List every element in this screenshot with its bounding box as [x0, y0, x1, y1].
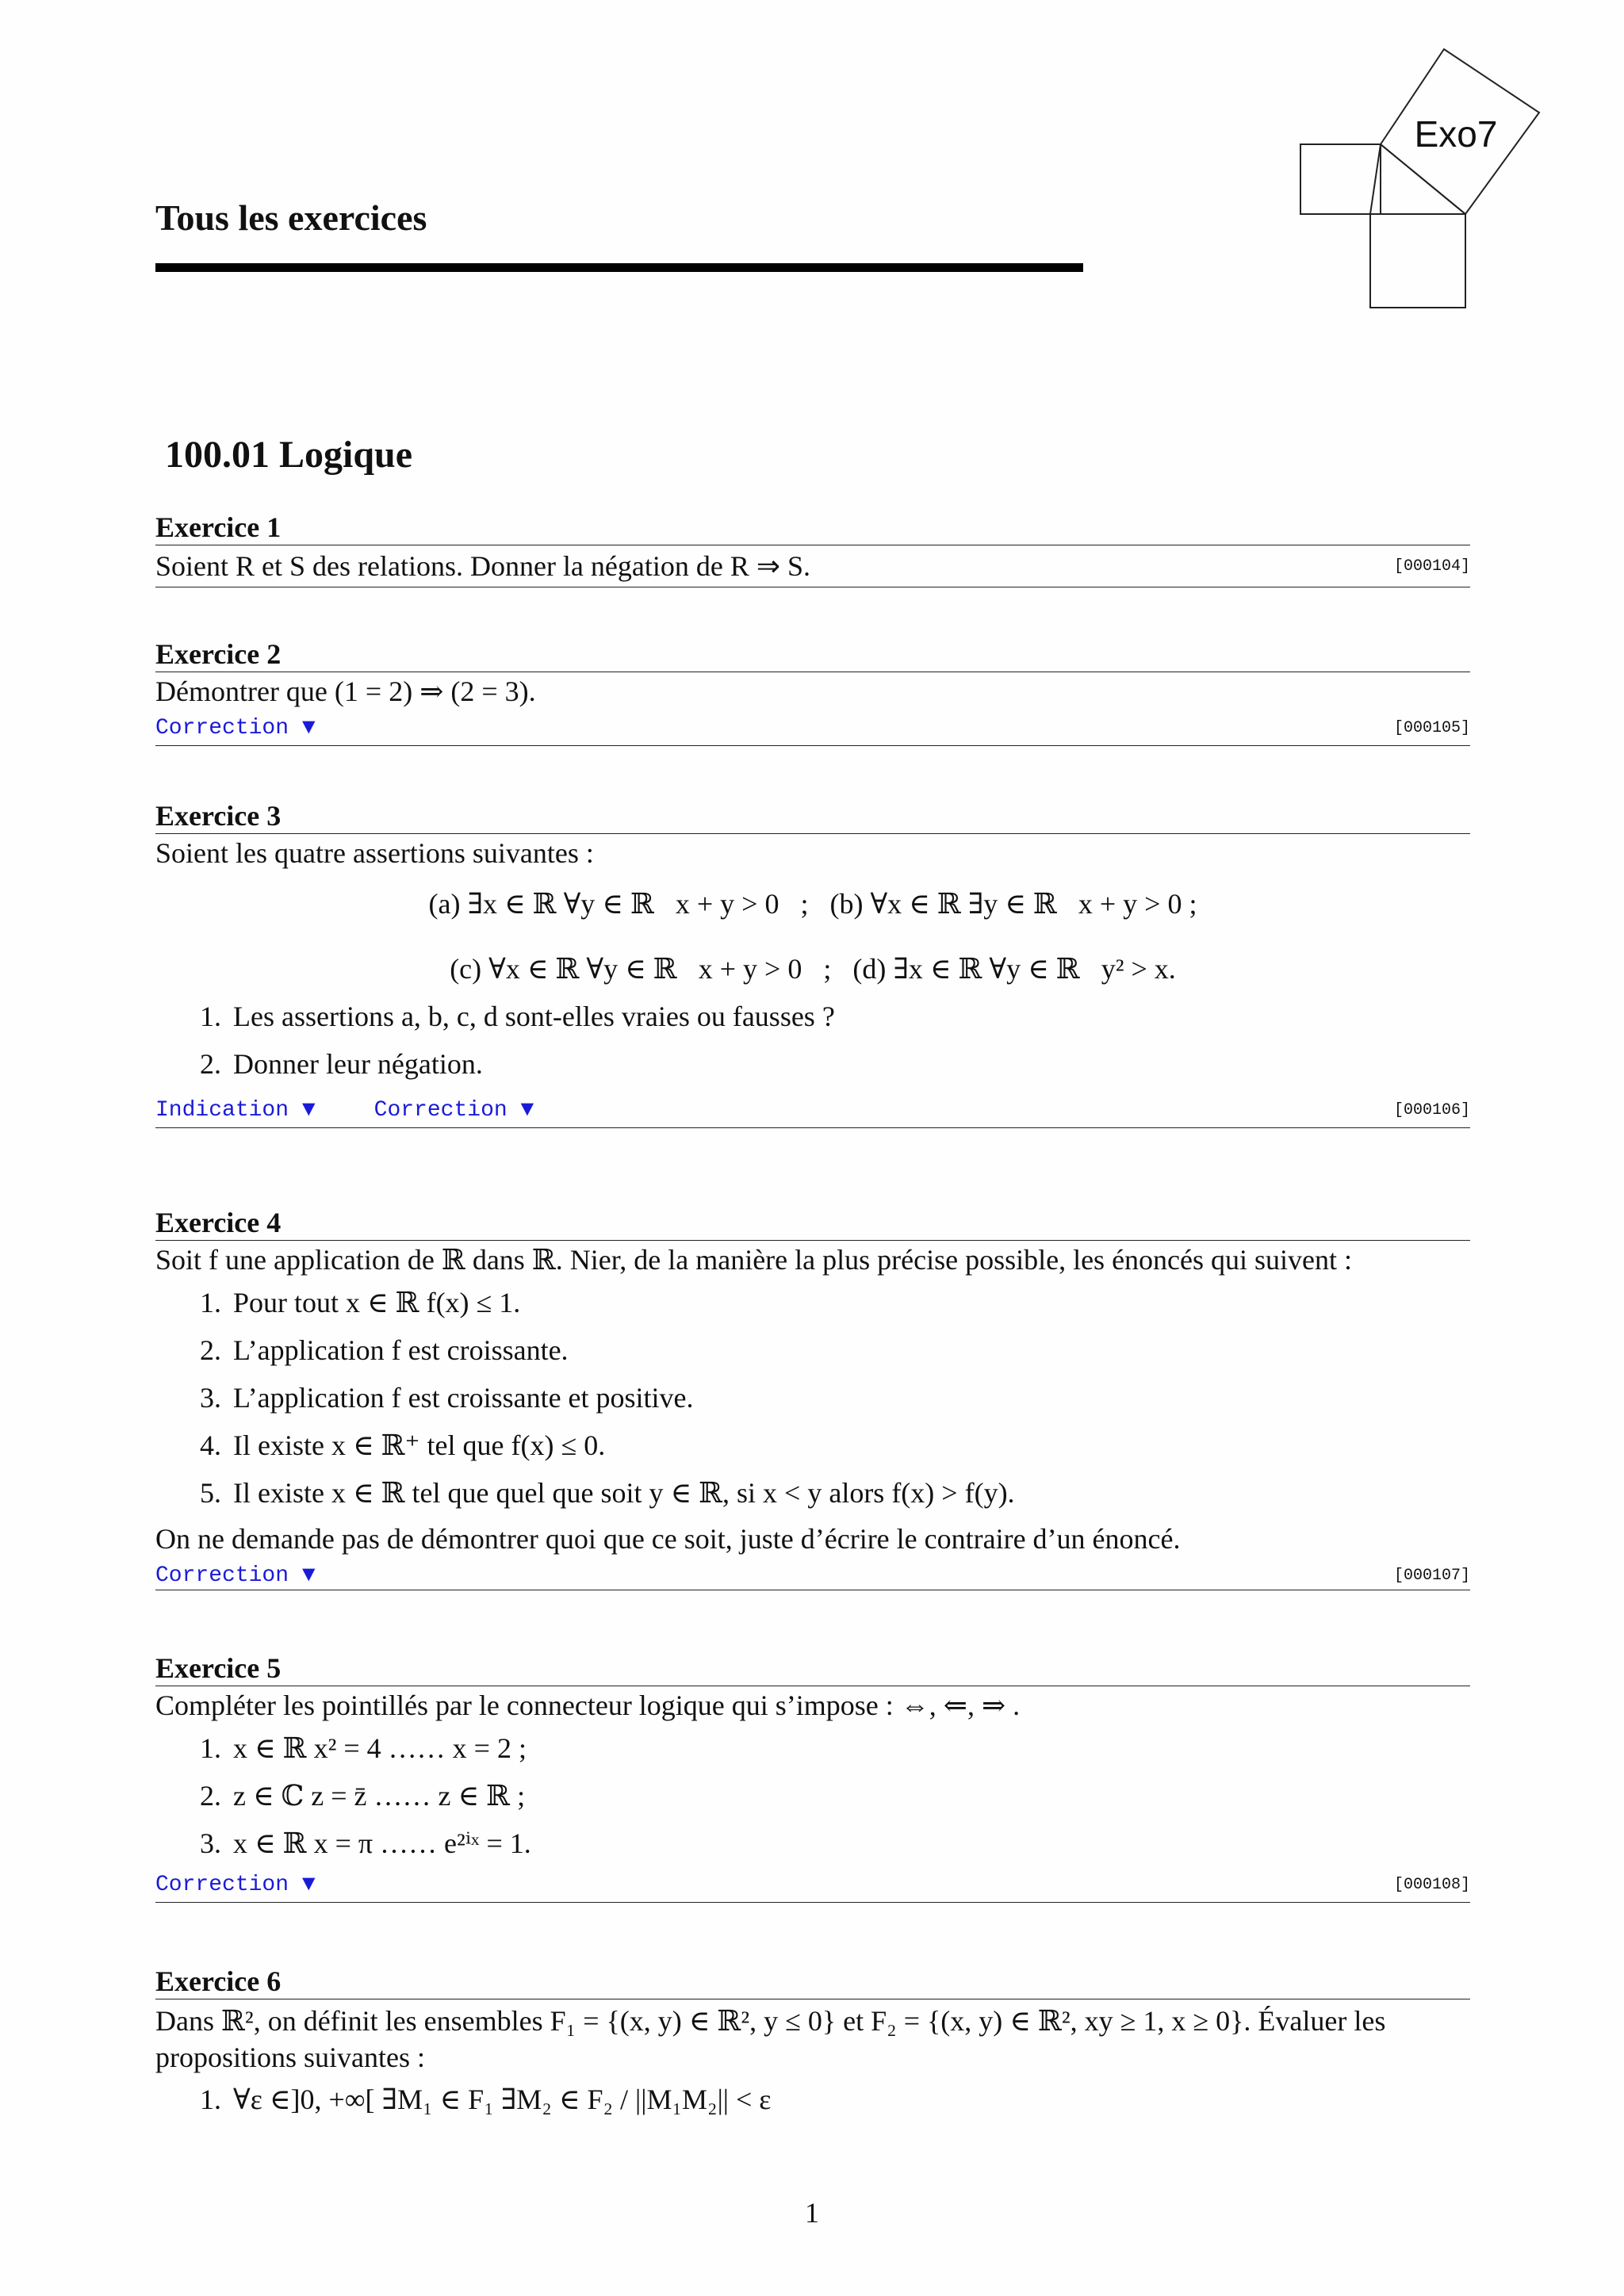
- exercise-title: Exercice 2: [155, 637, 1470, 672]
- logo-square-small: [1300, 144, 1381, 214]
- correction-link[interactable]: Correction ▼: [155, 1872, 316, 1897]
- exercise-intro: Soient les quatre assertions suivantes :: [155, 837, 594, 869]
- list-item: 1. Pour tout x ∈ ℝ f(x) ≤ 1.: [228, 1279, 1470, 1326]
- exercise-reference: [000108]: [1393, 1875, 1470, 1894]
- page-number: 1: [805, 2197, 819, 2229]
- list-item: 1. x ∈ ℝ x² = 4 …… x = 2 ;: [228, 1724, 1470, 1772]
- exercise-footer: [155, 1867, 1470, 1903]
- exercise-title: Exercice 4: [155, 1205, 1470, 1241]
- exercise-title: Exercice 5: [155, 1651, 1470, 1686]
- exercise-reference: [000106]: [1393, 1100, 1470, 1119]
- exercise-intro: Compléter les pointillés par le connecteur logique qui s’impose : ⇔, ⇐, ⇒ .: [155, 1689, 1021, 1721]
- section-title: 100.01 Logique: [165, 434, 413, 476]
- exercise-3: [155, 798, 1470, 1128]
- exercise-2: [155, 637, 1470, 746]
- list-item: 1. Les assertions a, b, c, d sont-elles vraies ou fausses ?: [228, 993, 1470, 1040]
- indication-link[interactable]: Indication ▼: [155, 1097, 316, 1123]
- list-item: 4. Il existe x ∈ ℝ⁺ tel que f(x) ≤ 0.: [228, 1422, 1470, 1469]
- exercise-title: Exercice 6: [155, 1964, 1470, 1999]
- exercise-4: [155, 1205, 1470, 1590]
- document-title: Tous les exercices: [155, 197, 427, 238]
- exercise-footer: [155, 1561, 1470, 1590]
- question-list: [155, 993, 1470, 1088]
- logo-square-medium: [1370, 214, 1465, 308]
- question-list: [155, 2076, 1470, 2123]
- exercise-text: Démontrer que (1 = 2) ⇒ (2 = 3).: [155, 675, 536, 707]
- exercise-text: Soient R et S des relations. Donner la négation de R ⇒ S.: [155, 550, 811, 582]
- exercise-title: Exercice 1: [155, 510, 1470, 545]
- list-item: 2. Donner leur négation.: [228, 1040, 1470, 1088]
- formula-line-2: (c) ∀x ∈ ℝ ∀y ∈ ℝ x + y > 0 ; (d) ∃x ∈ ℝ ∀y ∈ ℝ y² > x.: [450, 953, 1176, 985]
- list-item: 2. L’application f est croissante.: [228, 1326, 1470, 1374]
- exercise-intro: Dans ℝ², on définit les ensembles F₁ = {(x, y) ∈ ℝ², y ≤ 0} et F₂ = {(x, y) ∈ ℝ², xy ≥ 1, x ≥ 0}. Évaluer les propositions suivantes :: [155, 2005, 1386, 2073]
- exercise-footer: [155, 710, 1470, 746]
- correction-link[interactable]: Correction ▼: [373, 1097, 534, 1123]
- logo-text: Exo7: [1414, 113, 1498, 155]
- exercise-6: [155, 1964, 1470, 2123]
- list-item: 3. x ∈ ℝ x = π …… e²ⁱˣ = 1.: [228, 1820, 1470, 1867]
- list-item: 1. ∀ε ∈]0, +∞[ ∃M₁ ∈ F₁ ∃M₂ ∈ F₂ / ||M₁M₂|| < ε: [228, 2076, 1470, 2123]
- exercise-reference: [000107]: [1393, 1566, 1470, 1585]
- exercise-reference: [000104]: [1393, 557, 1470, 576]
- list-item: 3. L’application f est croissante et positive.: [228, 1374, 1470, 1422]
- exercise-reference: [000105]: [1393, 718, 1470, 737]
- correction-link[interactable]: Correction ▼: [155, 1563, 316, 1588]
- exercise-body-row: [155, 545, 1470, 587]
- exercise-1: [155, 510, 1470, 587]
- title-rule: [155, 263, 1083, 272]
- exercise-title: Exercice 3: [155, 798, 1470, 834]
- exercise-outro: On ne demande pas de démontrer quoi que ce soit, juste d’écrire le contraire d’un énoncé.: [155, 1523, 1181, 1555]
- exercise-5: [155, 1651, 1470, 1903]
- exercise-intro: Soit f une application de ℝ dans ℝ. Nier, de la manière la plus précise possible, les énoncés qui suivent :: [155, 1244, 1353, 1276]
- exercise-footer: [155, 1093, 1470, 1128]
- list-item: 2. z ∈ ℂ z = z̄ …… z ∈ ℝ ;: [228, 1772, 1470, 1820]
- correction-link[interactable]: Correction ▼: [155, 715, 316, 740]
- formula-line-1: (a) ∃x ∈ ℝ ∀y ∈ ℝ x + y > 0 ; (b) ∀x ∈ ℝ ∃y ∈ ℝ x + y > 0 ;: [428, 888, 1197, 920]
- list-item: 5. Il existe x ∈ ℝ tel que quel que soit y ∈ ℝ, si x < y alors f(x) > f(y).: [228, 1469, 1470, 1517]
- question-list: [155, 1724, 1470, 1867]
- question-list: [155, 1279, 1470, 1517]
- exo7-logo: [1299, 48, 1545, 317]
